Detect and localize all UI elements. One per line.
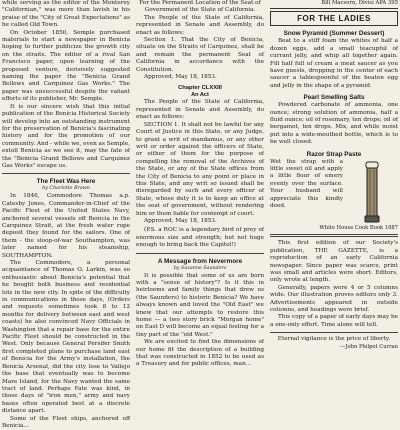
act-section: SECTION 1. It shall not be lawful for any Court of Justice in this State, or any Judge, to grant a writ of mandamus, or any other writ or order against the officers of State, or either of them for the purpose of compelling the removal of the Archives of the State, or any of the State offices from the City of Benicia to any point or place in this State, and any writ so issued shall be disregarded by such and every officer of State, whose duty it is to keep an office at the seat of government, without rendering him or them liable for contempt of court.: [136, 121, 264, 217]
act-approved: Approved, May 18, 1853.: [144, 217, 217, 224]
article-paragraph: Some of the Fleet ships, anchored off Benicia...: [2, 415, 130, 429]
postscript: (P.S. a ROC is a legendary bird of prey of enormous size and strength; but not huge enough to bring back the Capitol!): [136, 227, 264, 249]
recipe-title: Razor Strap Paste: [306, 150, 362, 158]
top-credit: Bill Macsorn, Divisi APA 395: [270, 0, 398, 9]
recipe-source: White House Cook Book 1887: [319, 224, 398, 231]
recipe-text: Wet the strap with a little sweet oil and apply a little flour of emery evenly over the surface. Your husband will appreciate this kindly deed.: [270, 158, 343, 210]
recipe-text: Beat to a stiff foam the whites of half a dozen eggs, add a small teacupful of currant jelly, and whip all together again. Fill half full of cream a meat saucer as you have guests, dropping in the center of each saucer a tablespoonful of the beaten egg and jelly in the shape of a pyramid.: [270, 38, 398, 89]
column-left: [2, 0, 130, 429]
quote: Eternal vigilance is the price of liberty.: [277, 336, 391, 343]
column-right: [270, 0, 398, 400]
article-paragraph: We are excited to find the dimensions of our home fit the description of a building that was constructed in 1852 to be used as a Treasury and for public offices, man...: [136, 339, 264, 368]
edition-note: This copy of a paper of early days may be a one-only effort. Time alone will tell.: [270, 314, 398, 328]
act-enactment: The People of the State of California, represented in Senate and Assembly, do enact as follows:: [136, 99, 264, 121]
act-opening: For the Permanent Location of the Seat of Government of the State of California.: [139, 0, 261, 14]
article-byline: by Suzanne Saunders: [173, 265, 227, 271]
intro-paragraph: It is our sincere wish that this initial publication of the Benicia Historical Society will develop into an outstanding instrument for the preservation of Benicia's fascinating history and for the promotion of our community. And - while we, even as Semple, extoll Benicia as we see it, may the fate of the "Benicia Grand Bellows and Carquinez Gas Works" escape us.: [2, 103, 130, 169]
divider: [2, 173, 130, 174]
recipe-title: Snow Pyramid (Summer Dessert): [283, 30, 385, 38]
act-heading: An Act: [191, 92, 209, 99]
divider: [270, 332, 398, 333]
act-enactment: The People of the State of California, represented in Senate and Assembly, do enact as follows:: [136, 14, 264, 36]
recipe-text: Powdered carbonate of ammonia, one ounce; strong solution of ammonia, half a fluid ounce; oil of rosemary, ten drops; oil of bergamot, ten drops. Mix, and while moist put into a wide-mouthed bottle, which is to be well closed.: [270, 102, 398, 146]
quote-author: —John Philpot Curran: [340, 343, 398, 350]
chapter-heading: Chapter CLXXIII: [178, 85, 222, 92]
article-paragraph: It is possible that some of us are born with a "sense of history"? Is it this in heirlooms and family things that drew us (the Saunders) to historic Benicia? We have always known and loved the "Old East" we knew that our attempts to restore this home — a two story brick "Morgan home" on East D will become an equal feeling for a tiny part of the "old West.": [136, 272, 264, 338]
divider: [270, 234, 398, 237]
article-paragraph: In 1846, Commodore Thomas a.p. Catesby Jones, Commander-in-Chief of the Pacific Fleet of the United States Navy, anchored several vessels off Benicia in the Carquinez Strait, at the fresh water rope deposit they found for the sailors. One of them - the sloop-of-war Southampton, was later named for his steamship, SOUTHAMPTON.: [2, 193, 130, 259]
article-paragraph: The Commodore, a personal acquaintance of Thomas O. Larkin, was so enthusiastic about Benicia's potential that he bought both business and residential lots in the new city. In spite of the difficulty in communications in those days, (Orders and requests sometimes took 8 to 12 months for delivery between east and west coasts) he also convinced Navy Officials in Washington that a repair base for the entire Pacific Fleet should be constructed in the West. Only because General Persifer Smith first completed plans to purchase land east of Benicia for the Army's installation, the Benicia Arsenal, did the city lose to Vallejo the base that eventually was to become Mare Island, for the Navy wanted the same tract of land. Perhaps Fate was kind, in those days of "iron men," army and navy bases often operated best at a discrete distance apart.: [2, 260, 130, 415]
ladies-box: [270, 11, 398, 26]
intro-paragraph: while serving as the editor of the Monterey "Californian," was more than lavish in his praise of the "City of Great Expectations" as he called Old Town.: [2, 0, 130, 29]
article-byline: by Charlotte Brown: [42, 186, 90, 192]
act-approved: Approved, May 18, 1853.: [144, 74, 217, 81]
intro-paragraph: On October 1850, Semple purchased materials to start a newspaper in Benicia hoping to further publicize the growth city on the straits. The editor of a rival San Francisco paper, upon learning of the proposed venture, derisively suggested naming the paper the "Benicia Grand Bellows and Carquinez Gas Works." The paper was unsuccessful despite the valiant efforts of its publisher, Mr. Semple.: [2, 29, 130, 103]
recipe-title: Pearl Smelling Salts: [303, 94, 365, 102]
article-title: The Fleet Was Here: [36, 178, 96, 186]
edition-note: This first edition of our Society's publication, THE GAZETTE, is a reproduction of an early California newspaper. Since paper was scarce, print was small and articles were short. Editors, only wrote at length.: [270, 240, 398, 284]
section-title: FOR THE LADIES: [297, 14, 371, 24]
article-title: A Message from Nevermore: [157, 257, 243, 265]
column-middle: [136, 0, 264, 400]
razor-strap-illustration-icon: [346, 160, 398, 224]
act-section: Section 1. That the City of Benicia, situate on the Straits of Carquinez, shall be and remain the permanent Seat of California in accordance with the Constitution.: [136, 37, 264, 73]
divider: [136, 253, 264, 254]
edition-note: Generally, papers were 4 or 5 columns wide. Our illustration proves editors only 3. Advertisements appeared in outside columns, and headings were brief.: [270, 284, 398, 314]
